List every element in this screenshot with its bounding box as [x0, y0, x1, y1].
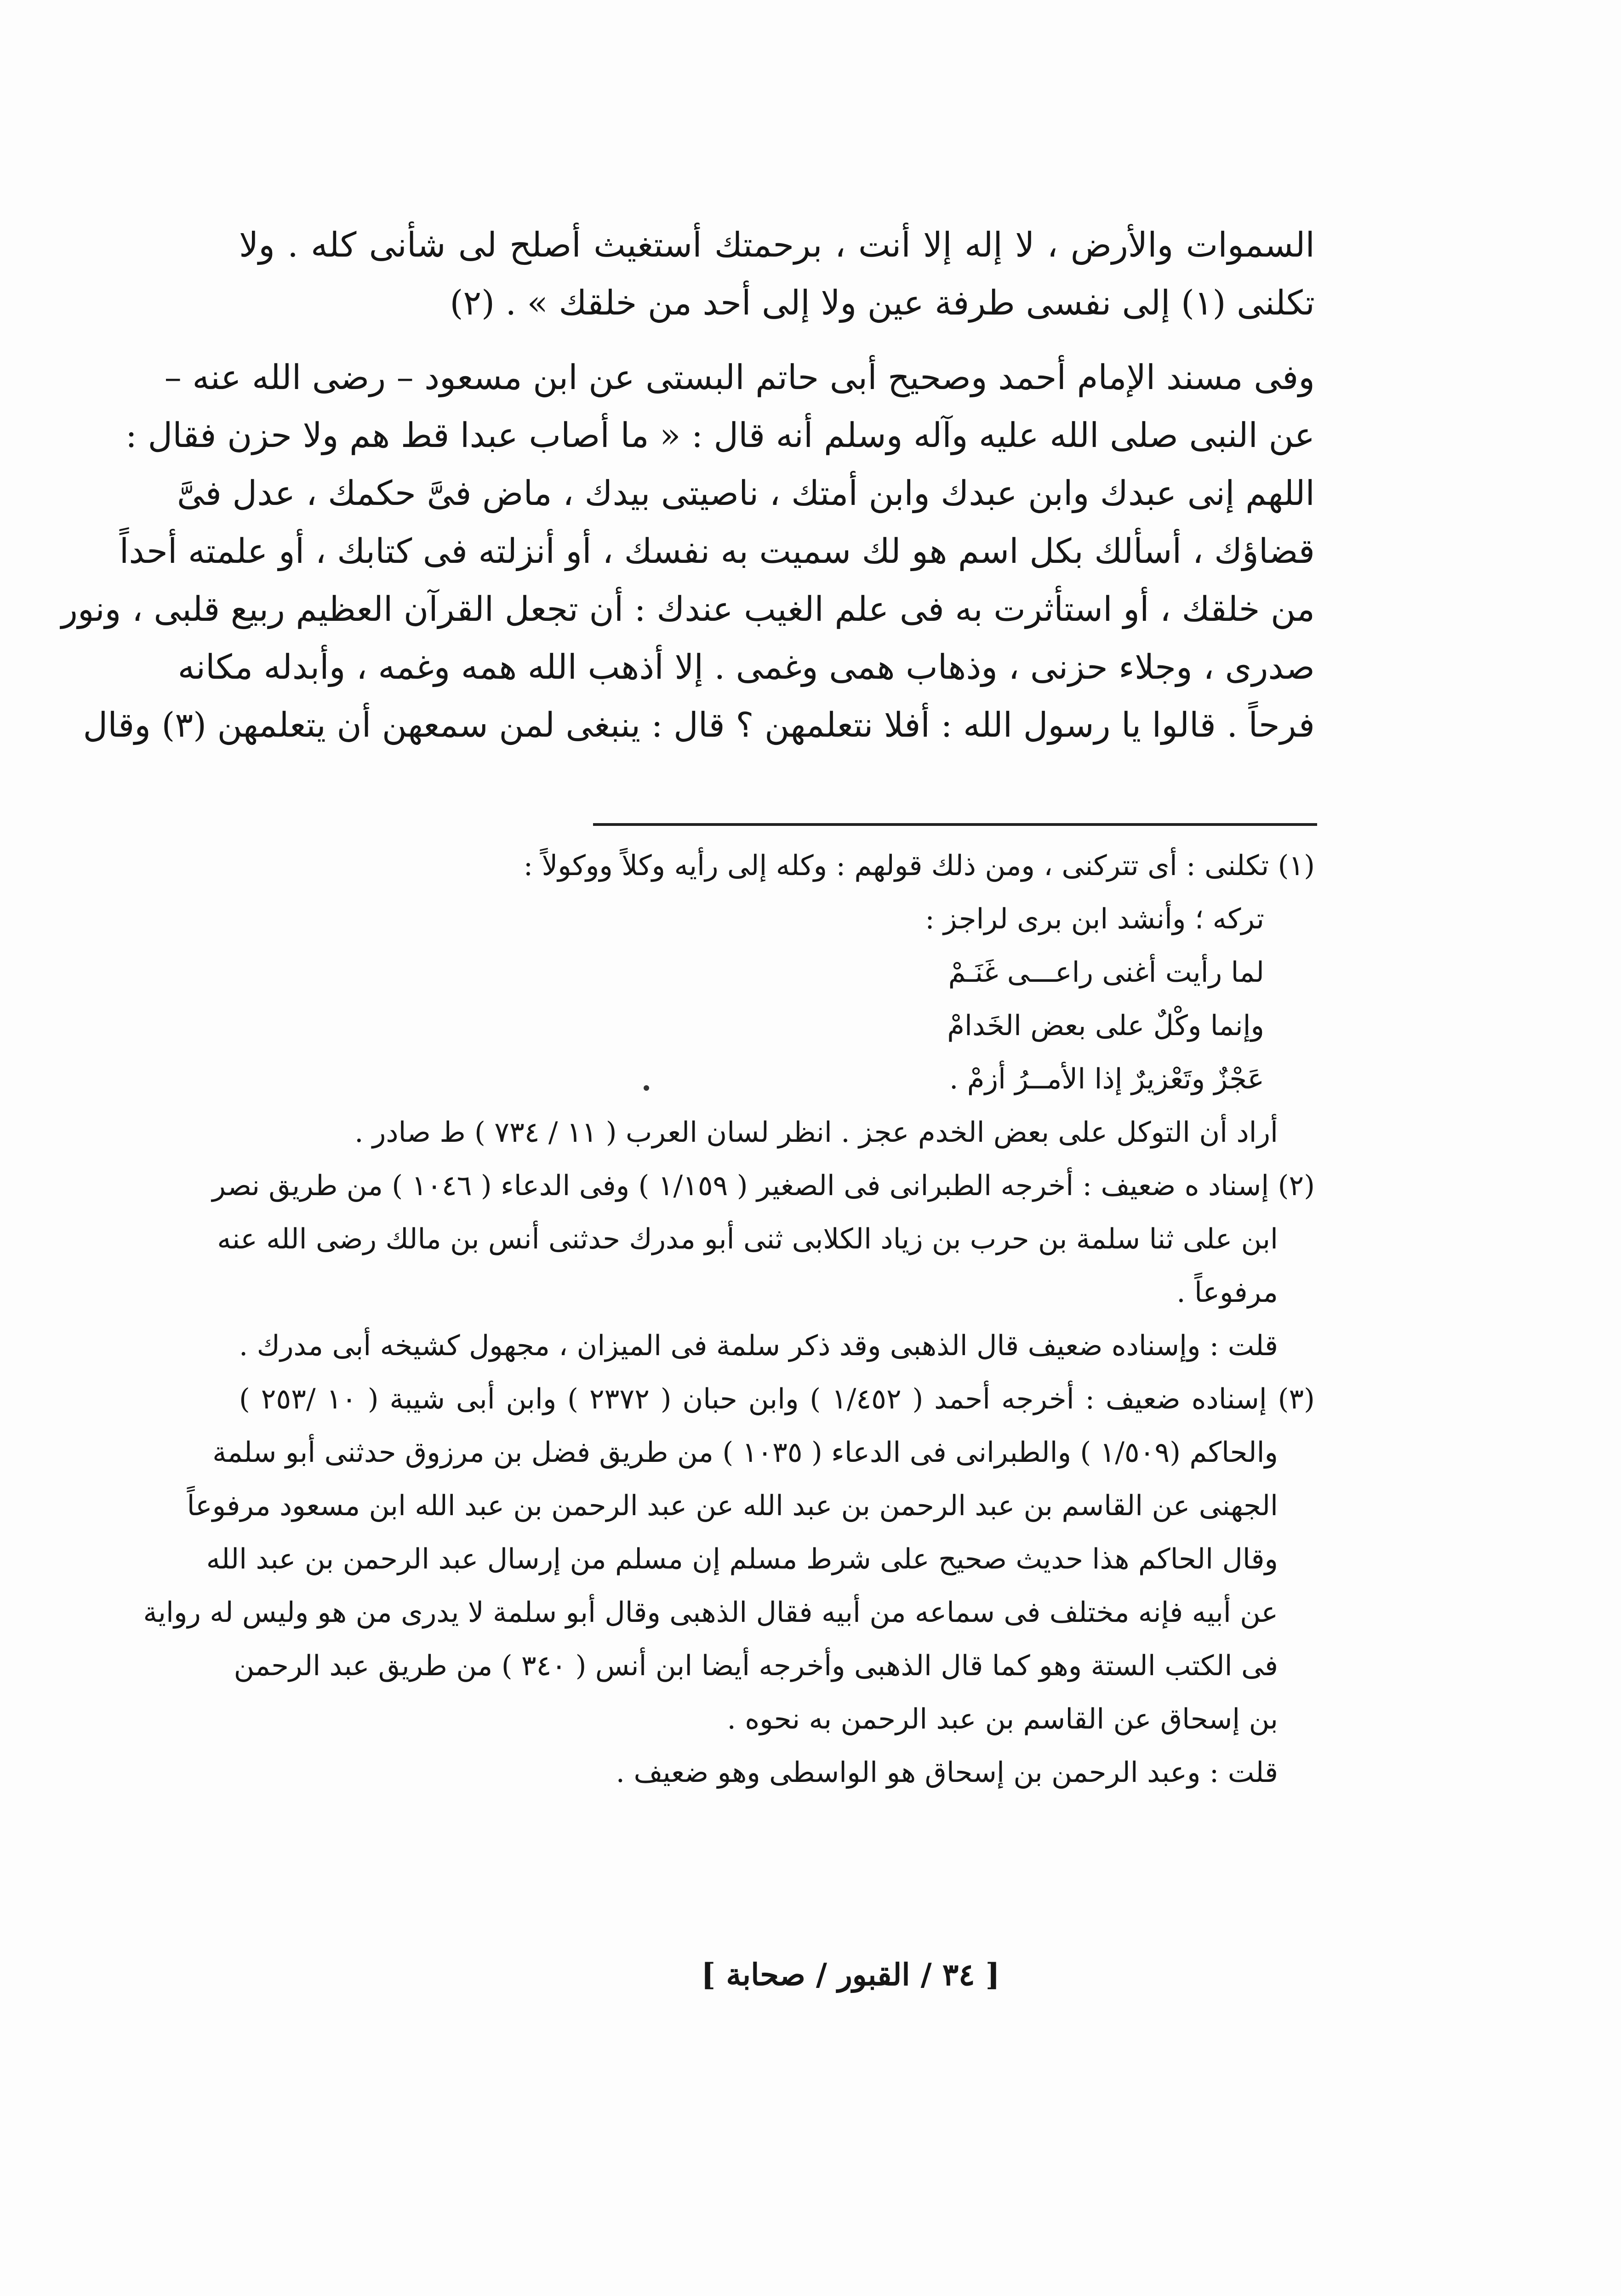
footnote-1-line-2: تركه ؛ وأنشد ابن برى لراجز :	[925, 903, 1264, 935]
main-line-5: اللهم إنى عبدك وابن عبدك وابن أمتك ، ناصيتى بيدك ، ماض فىَّ حكمك ، عدل فىَّ	[177, 474, 1315, 513]
poem-verse-2: وإنما وكْلٌ على بعض الخَدامْ	[947, 1009, 1264, 1042]
footnote-2-line-2: ابن على ثنا سلمة بن حرب بن زياد الكلابى ثنى أبو مدرك حدثنى أنس بن مالك رضى الله عنه	[217, 1223, 1278, 1255]
main-line-1: السموات والأرض ، لا إله إلا أنت ، برحمتك أستغيث أصلح لى شأنى كله . ولا	[239, 225, 1315, 265]
main-text-block	[61, 216, 1315, 754]
footnote-3-line-3: الجهنى عن القاسم بن عبد الرحمن بن عبد الله عن عبد الرحمن بن عبد الله ابن مسعود مرفوعاً	[187, 1489, 1278, 1522]
footnote-2-line-4: قلت : وإسناده ضعيف قال الذهبى وقد ذكر سلمة فى الميزان ، مجهول كشيخه أبى مدرك .	[239, 1329, 1278, 1362]
footnote-1-line-1: (١) تكلنى : أى تتركنى ، ومن ذلك قولهم : وكله إلى رأيه وكلاً ووكولاً :	[523, 849, 1315, 882]
poem-verse-3: عَجْزٌ وتَعْزيرٌ إذا الأمــرُ أزمْ .	[949, 1063, 1264, 1095]
main-line-8: صدرى ، وجلاء حزنى ، وذهاب همى وغمى . إلا أذهب الله همه وغمه ، وأبدله مكانه	[177, 647, 1315, 687]
footnote-1-line-6: أراد أن التوكل على بعض الخدم عجز . انظر لسان العرب ( ١١ / ٧٣٤ ) ط صادر .	[354, 1116, 1278, 1149]
main-line-7: من خلقك ، أو استأثرت به فى علم الغيب عندك : أن تجعل القرآن العظيم ربيع قلبى ، ونور	[61, 590, 1315, 629]
footnotes-block	[143, 839, 1315, 1799]
footnote-separator	[593, 823, 1317, 826]
main-line-2: تكلنى (١) إلى نفسى طرفة عين ولا إلى أحد من خلقك » . (٢)	[450, 283, 1315, 323]
footnote-3-line-6: فى الكتب الستة وهو كما قال الذهبى وأخرجه أيضا ابن أنس ( ٣٤٠ ) من طريق عبد الرحمن	[234, 1649, 1278, 1682]
footnote-3-line-8: قلت : وعبد الرحمن بن إسحاق هو الواسطى وهو ضعيف .	[616, 1756, 1278, 1789]
footnote-3-line-5: عن أبيه فإنه مختلف فى سماعه من أبيه فقال الذهبى وقال أبو سلمة لا يدرى من هو وليس له رواية	[143, 1596, 1278, 1629]
footnote-3-line-1: (٣) إسناده ضعيف : أخرجه أحمد ( ١/٤٥٢ ) وابن حبان ( ٢٣٧٢ ) وابن أبى شيبة ( ١٠ /٢٥٣ )	[239, 1383, 1315, 1415]
main-line-6: قضاؤك ، أسألك بكل اسم هو لك سميت به نفسك ، أو أنزلته فى كتابك ، أو علمته أحداً	[119, 532, 1315, 571]
footnote-2-line-3: مرفوعاً .	[1176, 1276, 1278, 1309]
footnote-2-line-1: (٢) إسناد ه ضعيف : أخرجه الطبرانى فى الصغير ( ١/١٥٩ ) وفى الدعاء ( ١٠٤٦ ) من طريق نصر	[212, 1169, 1315, 1202]
footnote-3-line-4: وقال الحاكم هذا حديث صحيح على شرط مسلم إن مسلم من إرسال عبد الرحمن بن عبد الله	[206, 1543, 1278, 1575]
footnote-3-line-2: والحاكم (١/٥٠٩ ) والطبرانى فى الدعاء ( ١٠٣٥ ) من طريق فضل بن مرزوق حدثنى أبو سلمة	[212, 1436, 1278, 1469]
main-line-4: عن النبى صلى الله عليه وآله وسلم أنه قال : « ما أصاب عبدا قط هم ولا حزن فقال :	[125, 416, 1315, 455]
footnote-3-line-7: بن إسحاق عن القاسم بن عبد الرحمن به نحوه .	[727, 1703, 1278, 1735]
stray-dot	[644, 1085, 649, 1091]
main-line-9: فرحاً . قالوا يا رسول الله : أفلا نتعلمهن ؟ قال : ينبغى لمن سمعهن أن يتعلمهن (٣) وقال	[83, 705, 1315, 745]
page-footer: [ ٣٤ / القبور / صحابة ]	[701, 1957, 1000, 1993]
poem-verse-1: لما رأيت أغنى راعـــى غَنَـمْ	[948, 956, 1264, 989]
main-line-3: وفى مسند الإمام أحمد وصحيح أبى حاتم البستى عن ابن مسعود – رضى الله عنه –	[164, 358, 1315, 397]
